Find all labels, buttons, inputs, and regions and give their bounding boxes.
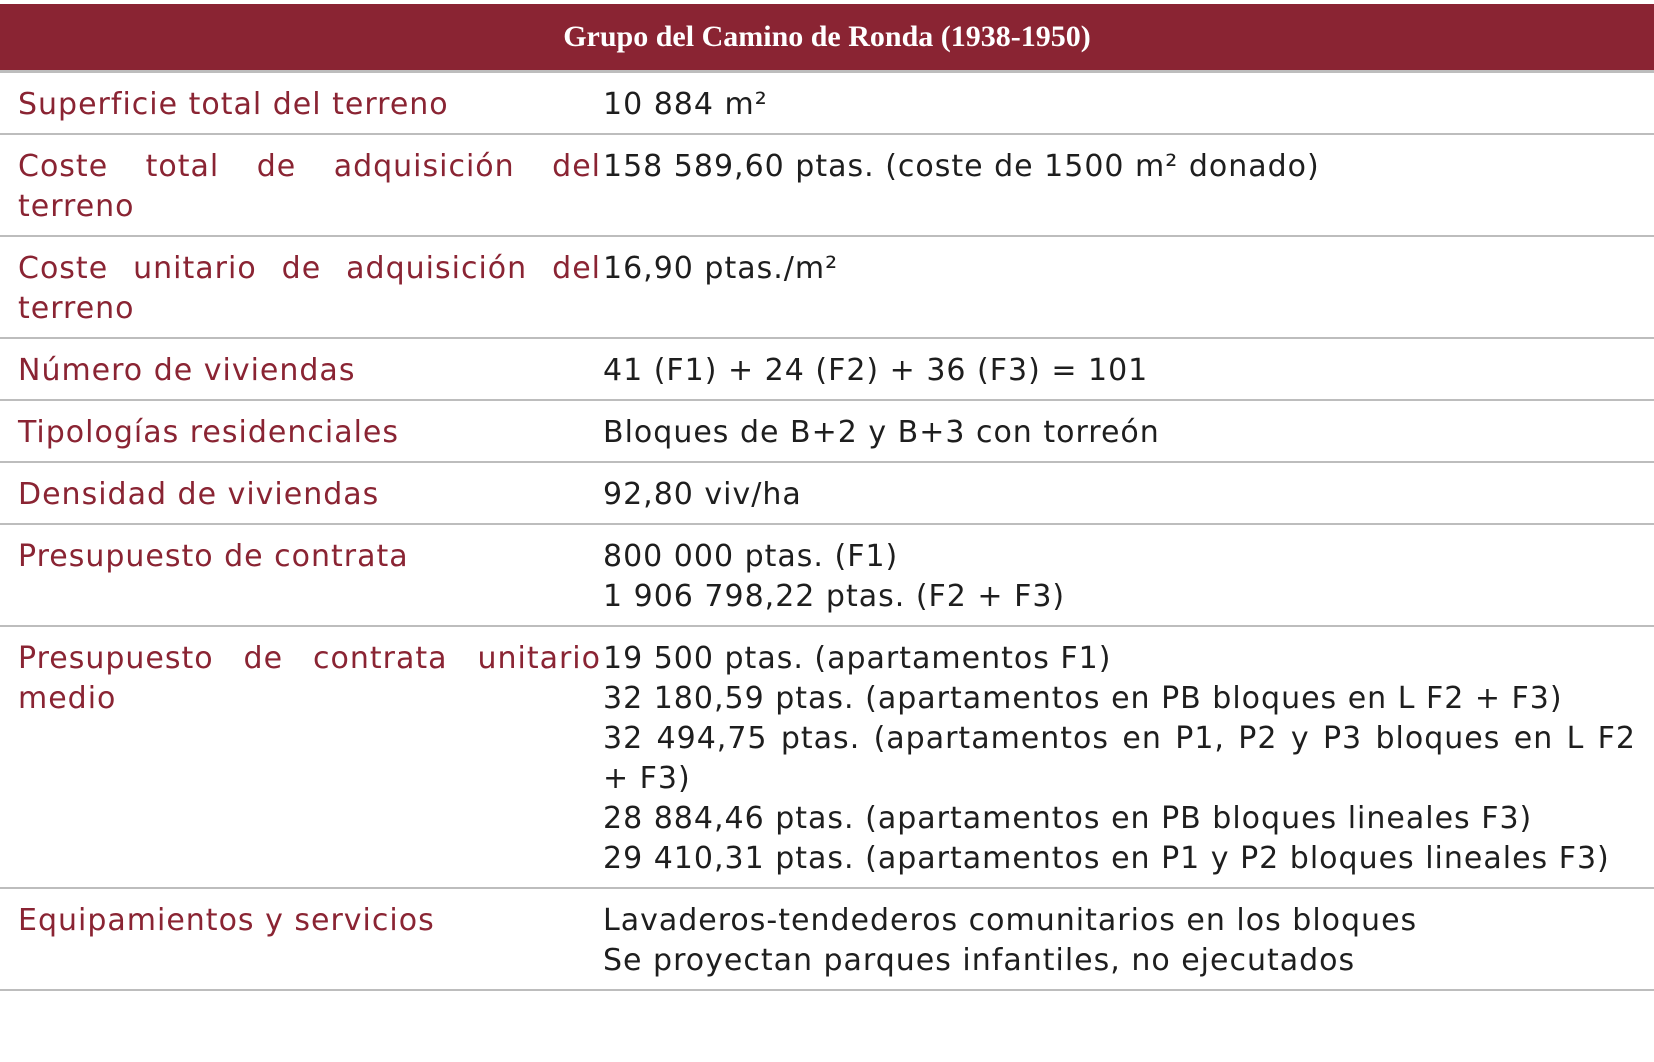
table-row [0, 237, 1654, 339]
table-row [0, 627, 1654, 889]
value-line: 1 906 798,22 ptas. (F2 + F3) [603, 579, 1066, 614]
row-value [603, 147, 1654, 227]
data-table [0, 4, 1654, 991]
table-header [0, 4, 1654, 73]
value-line: 158 589,60 ptas. (coste de 1500 m² donado) [603, 149, 1320, 184]
value-line: Lavaderos-tendederos comunitarios en los bloques [603, 903, 1418, 938]
table-row [0, 525, 1654, 627]
table-row [0, 73, 1654, 135]
value-line: 41 (F1) + 24 (F2) + 36 (F3) = 101 [603, 353, 1149, 388]
row-value [603, 639, 1654, 879]
row-value [603, 901, 1654, 981]
value-line: 32 180,59 ptas. (apartamentos en PB bloques en L F2 + F3) [603, 681, 1563, 716]
value-line: 29 410,31 ptas. (apartamentos en P1 y P2 bloques lineales F3) [603, 841, 1610, 876]
value-line: 32 494,75 ptas. (apartamentos en P1, P2 y P3 bloques en L F2 + F3) [603, 721, 1636, 796]
value-line: Bloques de B+2 y B+3 con torreón [603, 415, 1160, 450]
row-label: Número de viviendas [18, 353, 356, 388]
table-row [0, 463, 1654, 525]
row-value [603, 537, 1654, 617]
row-label: Presupuesto de contrata unitario medio [18, 641, 601, 716]
row-value [603, 85, 1654, 125]
row-label: Coste unitario de adquisición del terreno [18, 251, 601, 326]
value-line: Se proyectan parques infantiles, no ejecutados [603, 943, 1356, 978]
table-row [0, 889, 1654, 991]
row-label: Densidad de viviendas [18, 477, 380, 512]
table-row [0, 401, 1654, 463]
row-label: Superficie total del terreno [18, 87, 449, 122]
value-line: 28 884,46 ptas. (apartamentos en PB bloques lineales F3) [603, 801, 1533, 836]
table-row [0, 339, 1654, 401]
value-line: 10 884 m² [603, 87, 768, 122]
table-title: Grupo del Camino de Ronda (1938-1950) [563, 20, 1091, 53]
row-value [603, 249, 1654, 329]
table-row [0, 135, 1654, 237]
value-line: 800 000 ptas. (F1) [603, 539, 899, 574]
row-value [603, 475, 1654, 515]
row-value [603, 351, 1654, 391]
row-label: Coste total de adquisición del terreno [18, 149, 601, 224]
value-line: 19 500 ptas. (apartamentos F1) [603, 641, 1112, 676]
value-line: 16,90 ptas./m² [603, 251, 839, 286]
row-label: Tipologías residenciales [18, 415, 399, 450]
row-label: Presupuesto de contrata [18, 539, 409, 574]
row-label: Equipamientos y servicios [18, 903, 435, 938]
value-line: 92,80 viv/ha [603, 477, 802, 512]
row-value [603, 413, 1654, 453]
